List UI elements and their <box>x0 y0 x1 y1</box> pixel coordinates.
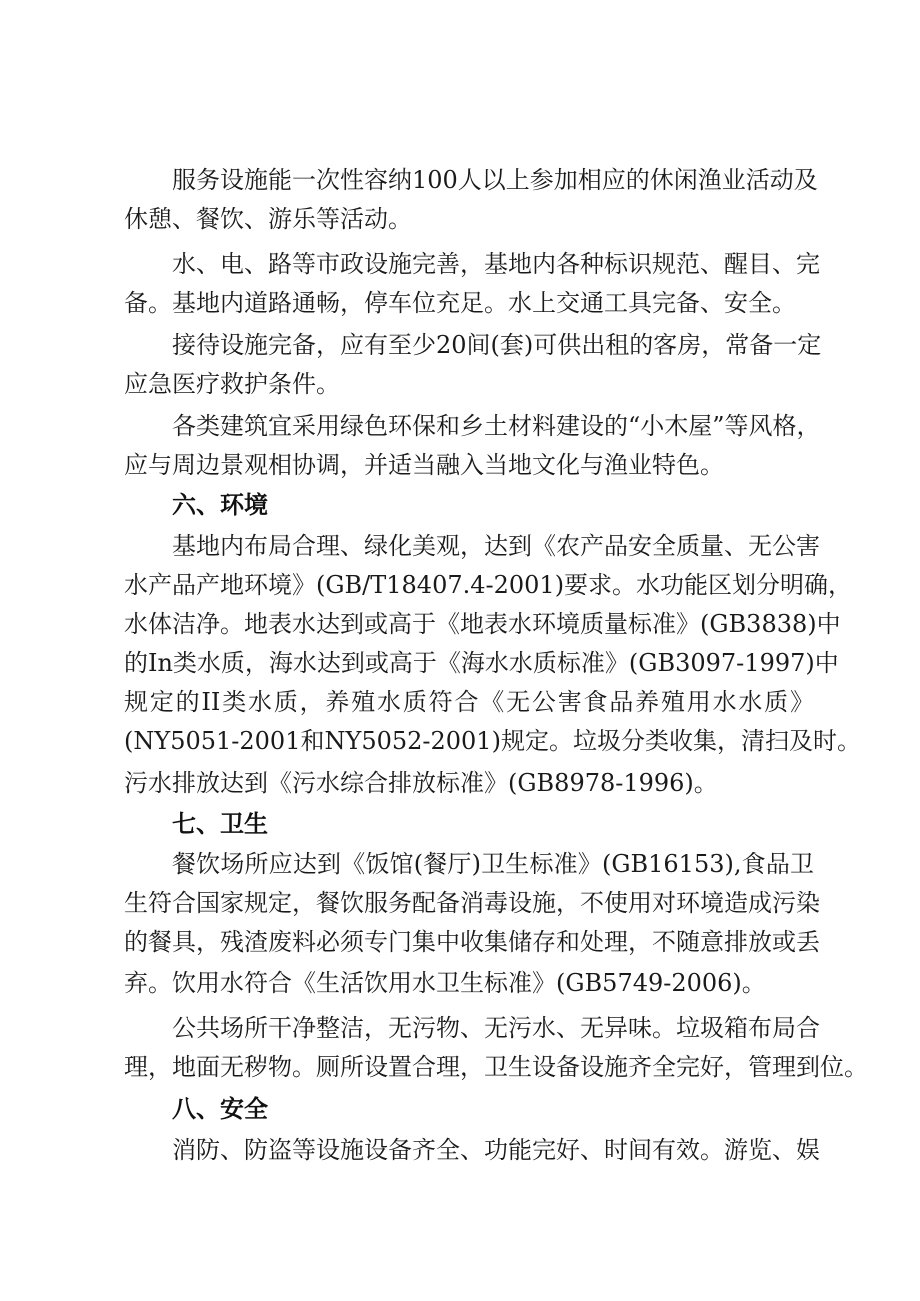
paragraph-line: 接待设施完备，应有至少20间(套)可供出租的客房，常备一定 <box>172 331 822 359</box>
paragraph-line: 备。基地内道路通畅，停车位充足。水上交通工具完备、安全。 <box>124 289 796 317</box>
paragraph-line: 休憩、餐饮、游乐等活动。 <box>124 205 412 233</box>
paragraph-line: 弃。饮用水符合《生活饮用水卫生标准》(GB5749-2006)。 <box>124 969 766 997</box>
paragraph-line: 应急医疗救护条件。 <box>124 370 340 398</box>
paragraph-line: (NY5051-2001和NY5052-2001)规定。垃圾分类收集，清扫及时。 <box>124 727 861 755</box>
section-heading-safety: 八、安全 <box>172 1095 268 1123</box>
paragraph-line: 服务设施能一次性容纳100人以上参加相应的休闲渔业活动及 <box>172 166 818 194</box>
paragraph-line: 理，地面无秽物。厕所设置合理，卫生设备设施齐全完好，管理到位。 <box>124 1053 868 1081</box>
paragraph-line: 餐饮场所应达到《饭馆(餐厅)卫生标准》(GB16153),食品卫 <box>172 850 814 878</box>
paragraph-line: 污水排放达到《污水综合排放标准》(GB8978-1996)。 <box>124 769 718 797</box>
paragraph-line: 各类建筑宜采用绿色环保和乡土材料建设的“小木屋”等风格， <box>172 412 821 440</box>
paragraph-line: 消防、防盗等设施设备齐全、功能完好、时间有效。游览、娱 <box>172 1136 820 1164</box>
paragraph-line: 水产品产地环境》(GB/T18407.4-2001)要求。水功能区划分明确， <box>124 571 853 599</box>
paragraph-line: 水、电、路等市政设施完善，基地内各种标识规范、醒目、完 <box>172 250 820 278</box>
paragraph-line: 生符合国家规定，餐饮服务配备消毒设施，不使用对环境造成污染 <box>124 889 820 917</box>
paragraph-line: 规定的II类水质，养殖水质符合《无公害食品养殖用水水质》 <box>124 688 814 716</box>
paragraph-line: 公共场所干净整洁，无污物、无污水、无异味。垃圾箱布局合 <box>172 1014 820 1042</box>
section-heading-hygiene: 七、卫生 <box>172 810 268 838</box>
paragraph-line: 基地内布局合理、绿化美观，达到《农产品安全质量、无公害 <box>172 532 820 560</box>
paragraph-line: 应与周边景观相协调，并适当融入当地文化与渔业特色。 <box>124 451 724 479</box>
paragraph-line: 的餐具，残渣废料必须专门集中收集储存和处理，不随意排放或丢 <box>124 928 820 956</box>
paragraph-line: 水体洁净。地表水达到或高于《地表水环境质量标准》(GB3838)中 <box>124 610 841 638</box>
paragraph-line: 的In类水质，海水达到或高于《海水水质标准》(GB3097-1997)中 <box>124 649 839 677</box>
section-heading-environment: 六、环境 <box>172 491 268 519</box>
